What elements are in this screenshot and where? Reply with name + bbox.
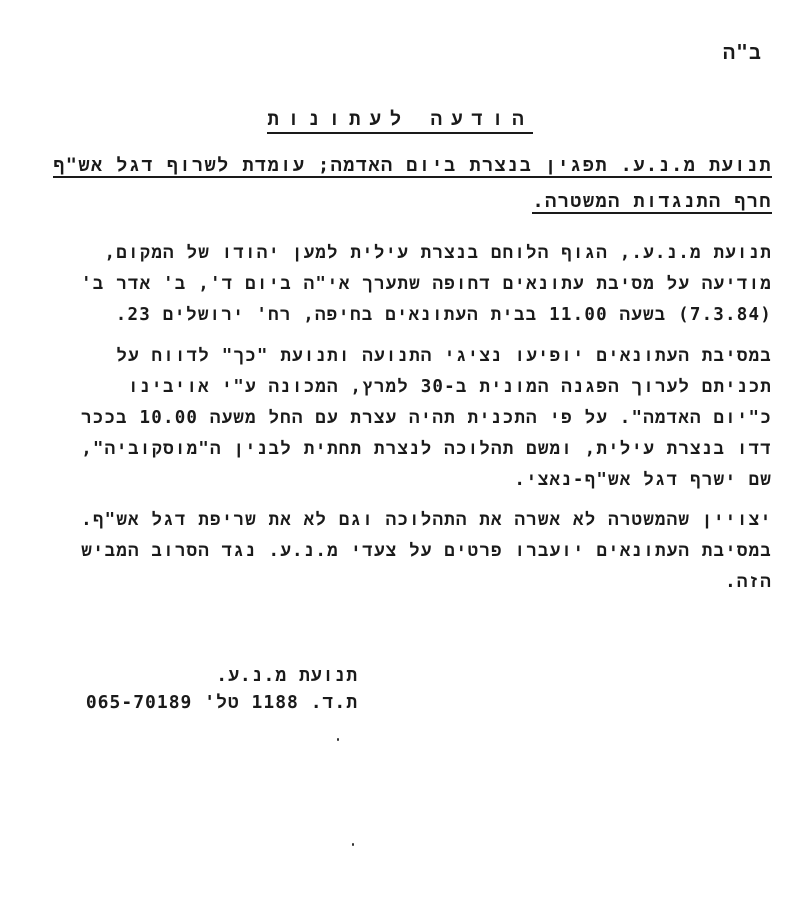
headline-line (27, 148, 772, 184)
headline-line (27, 184, 772, 220)
headline-line-text: חרף התנגדות המשטרה. (532, 191, 772, 212)
paragraph-line: דדו בנצרת עילית, ומשם תהלוכה לנצרת תחתית לבנין ה"מוסקוביה", (81, 439, 772, 459)
document-title (0, 108, 800, 131)
paragraph-police (22, 505, 772, 598)
paragraph-line: במסיבת העתונאים יועברו פרטים על צעדי מ.נ.ע. נגד הסרוב המביש (81, 541, 772, 561)
paragraph-line: תנועת מ.נ.ע., הגוף הלוחם בנצרת עילית למען יהודו של המקום, (104, 243, 772, 263)
scan-speck (337, 738, 339, 741)
paragraph-line: הזה. (725, 572, 772, 592)
signature-block (58, 662, 358, 716)
signature-organization: תנועת מ.נ.ע. (216, 665, 358, 686)
paragraph-plan (22, 341, 772, 496)
document-title-text: הודעה לעתונות (267, 108, 532, 134)
signature-contact: ת.ד. 1188 טל' 065-70189 (85, 692, 358, 713)
scan-speck (352, 843, 354, 846)
paragraph-line: (7.3.84) בשעה 11.00 בבית העתונאים בחיפה, רח' ירושלים 23. (115, 305, 772, 325)
paragraph-line: תכניתם לערוך הפגנה המונית ב-30 למרץ, המכונה ע"י אויבינו (127, 377, 772, 397)
paragraph-line: שם ישרף דגל אש"ף-נאצי. (514, 470, 772, 490)
paragraph-line: כ"יום האדמה". על פי התכנית תהיה עצרת עם החל משעה 10.00 בככר (80, 408, 772, 428)
paragraph-line: במסיבת העתונאים יופיעו נציגי התנועה ותנועת "כך" לדווח על (116, 346, 772, 366)
paragraph-line: יצויין שהמשטרה לא אשרה את התהלוכה וגם לא את שריפת דגל אש"ף. (81, 510, 772, 530)
headline-line-text: תנועת מ.נ.ע. תפגין בנצרת ביום האדמה; עומדת לשרוף דגל אש"ף (53, 155, 772, 176)
paragraph-announcement (22, 238, 772, 331)
paragraph-line: מודיעה על מסיבת עתונאים דחופה שתערך אי"ה ביום ד', ב' אדר ב' (81, 274, 772, 294)
headline (27, 148, 772, 220)
corner-mark: ב"ה (722, 40, 762, 64)
